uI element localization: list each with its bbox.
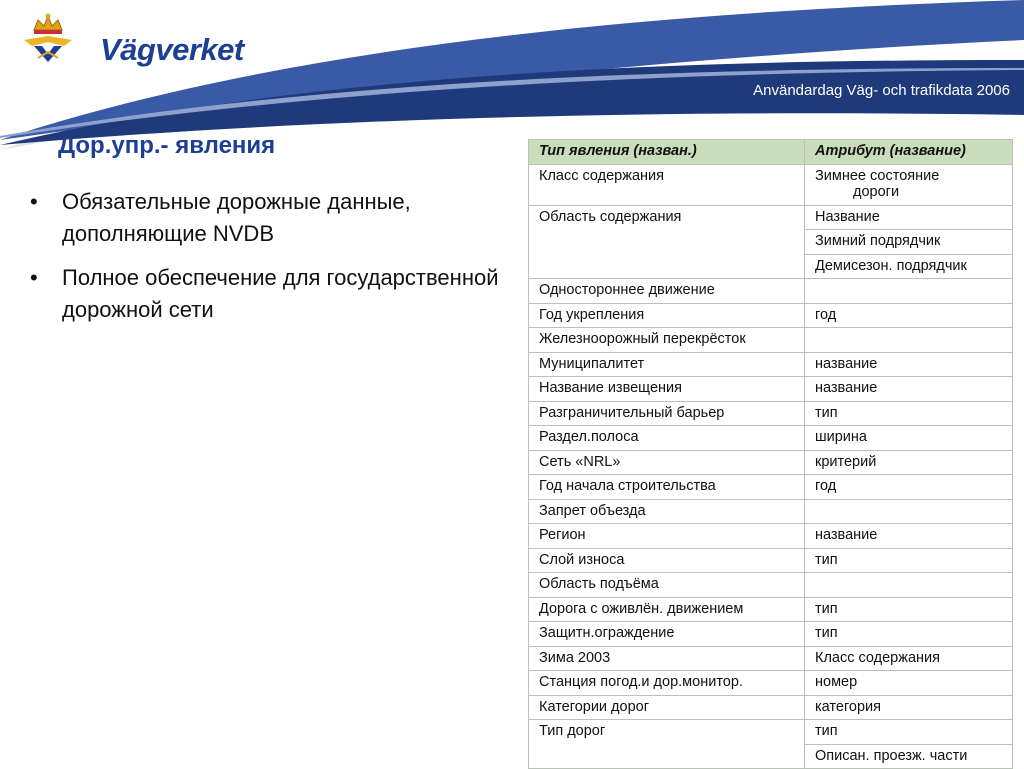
table-row: [529, 303, 1013, 328]
cell-type: Год укрепления: [529, 303, 805, 328]
cell-attribute: год: [805, 475, 1013, 500]
cell-type: Сеть «NRL»: [529, 450, 805, 475]
cell-attribute: [805, 499, 1013, 524]
bullet-item: [30, 186, 510, 250]
column-header-attribute: Атрибут (название): [805, 140, 1013, 165]
bullet-text: Полное обеспечение для государственной дорожной сети: [62, 265, 499, 322]
table-row: [529, 695, 1013, 720]
table-row: [529, 426, 1013, 451]
cell-attribute: название: [805, 377, 1013, 402]
table-body: [529, 164, 1013, 769]
cell-type: Одностороннее движение: [529, 279, 805, 304]
cell-attribute: категория: [805, 695, 1013, 720]
crown-emblem-icon: [20, 12, 76, 68]
table-row: [529, 450, 1013, 475]
cell-type: Область подъёма: [529, 573, 805, 598]
table-row: [529, 720, 1013, 745]
vagverket-logo: [20, 12, 244, 68]
table-row: [529, 499, 1013, 524]
table-row: [529, 377, 1013, 402]
cell-attribute: тип: [805, 548, 1013, 573]
cell-attribute: ширина: [805, 426, 1013, 451]
cell-type: Категории дорог: [529, 695, 805, 720]
table-row: [529, 401, 1013, 426]
bullet-marker: •: [30, 189, 38, 214]
phenomena-table: [528, 139, 1013, 769]
table-row: [529, 597, 1013, 622]
cell-type: Название извещения: [529, 377, 805, 402]
cell-attribute: [805, 279, 1013, 304]
table-row: [529, 524, 1013, 549]
table-row: [529, 475, 1013, 500]
cell-type: Тип дорог: [529, 720, 805, 769]
cell-type: Запрет объезда: [529, 499, 805, 524]
cell-attribute: [805, 328, 1013, 353]
cell-attribute: тип: [805, 401, 1013, 426]
cell-type: Дорога с оживлён. движением: [529, 597, 805, 622]
table-row: [529, 352, 1013, 377]
cell-type: Защитн.ограждение: [529, 622, 805, 647]
cell-attribute: номер: [805, 671, 1013, 696]
bullet-marker: •: [30, 265, 38, 290]
bullet-list: [30, 186, 510, 338]
cell-type: Класс содержания: [529, 164, 805, 205]
table-row: [529, 622, 1013, 647]
logo-wordmark: Vägverket: [100, 32, 244, 67]
cell-type: Железноорожный перекрёсток: [529, 328, 805, 353]
cell-attribute: тип: [805, 622, 1013, 647]
cell-type: Область содержания: [529, 205, 805, 279]
cell-type: Раздел.полоса: [529, 426, 805, 451]
cell-type: Регион: [529, 524, 805, 549]
cell-type: Станция погод.и дор.монитор.: [529, 671, 805, 696]
event-title: Användardag Väg- och trafikdata 2006: [753, 82, 1010, 99]
cell-type: Разграничительный барьер: [529, 401, 805, 426]
cell-attribute: Зимний подрядчик: [805, 230, 1013, 255]
cell-attribute: тип: [805, 597, 1013, 622]
cell-attribute: критерий: [805, 450, 1013, 475]
bullet-item: [30, 262, 510, 326]
table-row: [529, 328, 1013, 353]
table-row: [529, 671, 1013, 696]
cell-type: Муниципалитет: [529, 352, 805, 377]
table-row: [529, 164, 1013, 205]
table-row: [529, 573, 1013, 598]
attribute-text: дороги: [853, 184, 900, 200]
cell-attribute: название: [805, 352, 1013, 377]
cell-type: Год начала строительства: [529, 475, 805, 500]
column-header-type: Тип явления (назван.): [529, 140, 805, 165]
table-row: [529, 548, 1013, 573]
table-row: [529, 279, 1013, 304]
table-row: [529, 205, 1013, 230]
table-header-row: [529, 140, 1013, 165]
cell-attribute: год: [805, 303, 1013, 328]
cell-attribute: [805, 164, 1013, 205]
cell-attribute: Класс содержания: [805, 646, 1013, 671]
slide-title: Дор.упр.- явления: [58, 132, 276, 159]
cell-attribute: тип: [805, 720, 1013, 745]
cell-attribute: Название: [805, 205, 1013, 230]
cell-attribute: Демисезон. подрядчик: [805, 254, 1013, 279]
cell-attribute: [805, 573, 1013, 598]
cell-type: Зима 2003: [529, 646, 805, 671]
bullet-text: Обязательные дорожные данные, дополняющие NVDB: [62, 189, 411, 246]
cell-attribute: Описан. проезж. части: [805, 744, 1013, 769]
cell-attribute: название: [805, 524, 1013, 549]
cell-type: Слой износа: [529, 548, 805, 573]
attribute-text: Зимнее состояние: [815, 167, 940, 184]
table-row: [529, 646, 1013, 671]
